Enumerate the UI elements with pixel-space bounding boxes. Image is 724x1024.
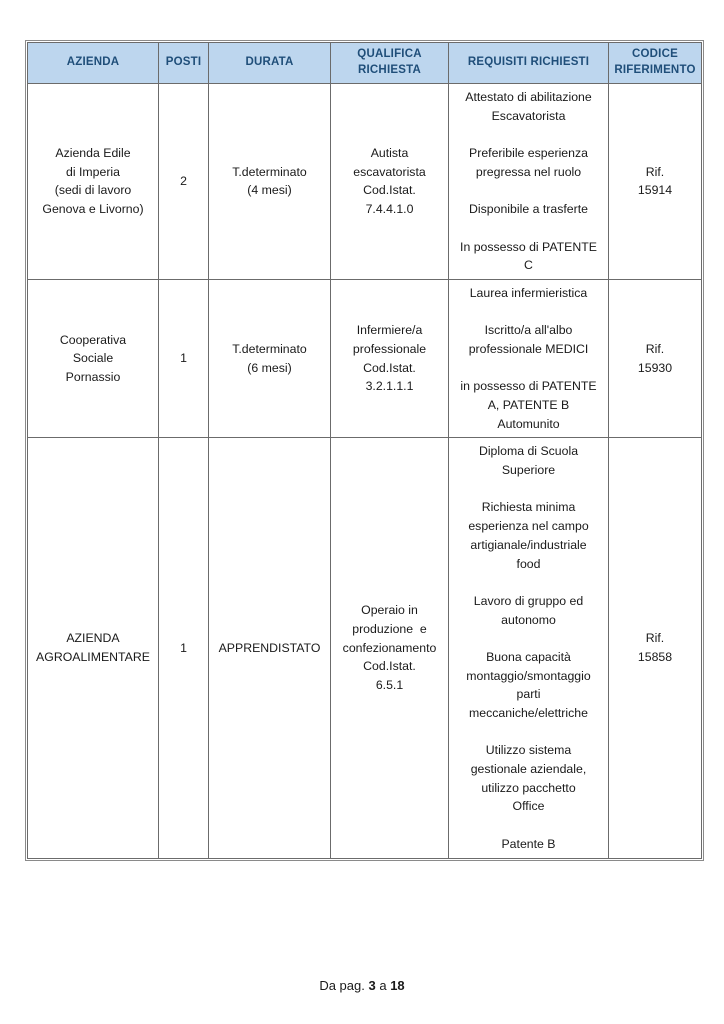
column-header-durata: DURATA [209,43,331,84]
table-row [28,279,702,438]
cell-azienda: AZIENDA AGROALIMENTARE [28,438,159,858]
table-header-row [28,43,702,84]
column-header-posti: POSTI [159,43,209,84]
footer-to-page: 18 [390,978,405,993]
column-header-requisiti: REQUISITI RICHIESTI [449,43,609,84]
cell-qualifica: Autista escavatorista Cod.Istat. 7.4.4.1.0 [331,84,449,280]
cell-posti: 1 [159,279,209,438]
cell-azienda: Azienda Edile di Imperia (sedi di lavoro Genova e Livorno) [28,84,159,280]
cell-durata: APPRENDISTATO [209,438,331,858]
cell-durata: T.determinato (4 mesi) [209,84,331,280]
cell-codice: Rif. 15914 [609,84,702,280]
cell-requisiti: Diploma di Scuola Superiore Richiesta minima esperienza nel campo artigianale/industriale food Lavoro di gruppo ed autonomo Buona capacità montaggio/smontaggio parti meccaniche/elettriche Utilizzo sistema gestionale aziendale, utilizzo pacchetto Office Patente B [449,438,609,858]
column-header-codice: CODICE RIFERIMENTO [609,43,702,84]
cell-requisiti: Attestato di abilitazione Escavatorista Preferibile esperienza pregressa nel ruolo Disponibile a trasferte In possesso di PATENTE C [449,84,609,280]
footer-prefix: Da pag. [319,978,365,993]
cell-posti: 1 [159,438,209,858]
cell-azienda: Cooperativa Sociale Pornassio [28,279,159,438]
cell-qualifica: Operaio in produzione e confezionamento Cod.Istat. 6.5.1 [331,438,449,858]
table-row [28,438,702,858]
job-listing-table-container [27,42,701,859]
page-footer [0,978,724,993]
cell-posti: 2 [159,84,209,280]
cell-codice: Rif. 15930 [609,279,702,438]
table-header [28,43,702,84]
column-header-azienda: AZIENDA [28,43,159,84]
cell-codice: Rif. 15858 [609,438,702,858]
cell-requisiti: Laurea infermieristica Iscritto/a all'albo professionale MEDICI in possesso di PATENTE A, PATENTE B Automunito [449,279,609,438]
cell-durata: T.determinato (6 mesi) [209,279,331,438]
footer-from-page: 3 [368,978,376,993]
job-listing-table [27,42,702,859]
cell-qualifica: Infermiere/a professionale Cod.Istat. 3.2.1.1.1 [331,279,449,438]
table-row [28,84,702,280]
table-body [28,84,702,859]
column-header-qualifica: QUALIFICA RICHIESTA [331,43,449,84]
footer-separator: a [379,978,387,993]
